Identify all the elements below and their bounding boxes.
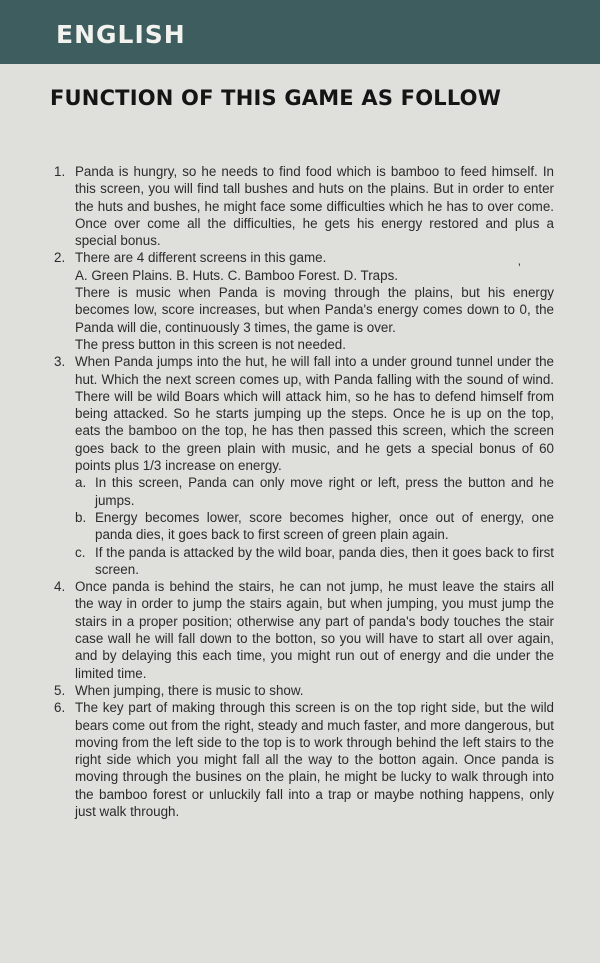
item-paragraph: A. Green Plains. B. Huts. C. Bamboo Forest. D. Traps. <box>75 267 398 283</box>
item-paragraph: The press button in this screen is not needed. <box>75 336 346 352</box>
sub-item <box>75 509 554 544</box>
ink-mark: ’ <box>518 261 521 275</box>
sub-item <box>75 474 554 509</box>
sub-item-letter: a. <box>75 475 87 491</box>
item-content <box>75 578 554 682</box>
item-number: 1. <box>54 164 66 179</box>
sub-list <box>75 474 554 578</box>
list-item <box>54 578 554 682</box>
sub-item-letter: b. <box>75 509 87 525</box>
item-content <box>75 353 554 578</box>
list-item <box>54 249 554 353</box>
item-number: 4. <box>54 579 66 595</box>
language-label: ENGLISH <box>56 20 186 49</box>
page-title: FUNCTION OF THIS GAME AS FOLLOW <box>50 86 502 110</box>
item-content <box>75 249 554 353</box>
header-band <box>0 0 600 64</box>
item-paragraph: There are 4 different screens in this game. <box>75 250 327 266</box>
item-paragraph: Panda is hungry, so he needs to find food which is bamboo to feed himself. In this screen, you will find tall bushes and huts on the plains. But in order to enter the huts and bushes, he might face some difficulties which he has to over come. Once over come all the difficulties, he gets his energy restored and plus a special bonus. <box>75 164 554 249</box>
item-paragraph: There is music when Panda is moving through the plains, but his energy becomes low, score increases, but when Panda's energy comes down to 0, the Panda will die, continuously 3 times, the game is over. <box>75 285 554 335</box>
item-paragraph: The key part of making through this screen is on the top right side, but the wild bears come out from the right, steady and much faster, and more dangerous, but moving from the left side to the top is to work through behind the left stairs to the right side which you might fall all the way to the botton again. Once panda is moving through the busines on the plain, he might be lucky to walk through into the bamboo forest or unluckily fall into a trap or maybe nothing happens, only just walk through. <box>75 700 554 819</box>
item-paragraph: When jumping, there is music to show. <box>75 682 304 698</box>
list-item <box>54 163 554 249</box>
item-number: 6. <box>54 700 66 716</box>
sub-item <box>75 544 554 579</box>
item-paragraph: Once panda is behind the stairs, he can not jump, he must leave the stairs all the way in order to jump the stairs again, but when jumping, you must jump the stairs in a proper position; otherwise any part of panda's body touches the stair case wall he will fall down to the botton, so you will have to start all over again, and by delaying this each time, you might run out of energy and die under the limited time. <box>75 579 554 681</box>
list-item <box>54 682 554 699</box>
sub-item-text: Energy becomes lower, score becomes higher, once out of energy, one panda dies, it goes back to first screen of green plain again. <box>95 509 554 543</box>
item-number: 5. <box>54 682 66 698</box>
item-number: 2. <box>54 250 66 266</box>
sub-item-letter: c. <box>75 544 86 560</box>
item-paragraph: When Panda jumps into the hut, he will fall into a under ground tunnel under the hut. Which the next screen comes up, with Panda falling with the sound of wind. There will be wild Boars which will attack him, so he has to defend himself from being attacked. So he starts jumping up the steps. Once he is up on the top, eats the bamboo on the top, he has then passed this screen, which the screen goes back to the green plain with music, and he gets a special bonus of 60 points plus 1/3 increase on energy. <box>75 354 554 474</box>
item-number: 3. <box>54 354 66 370</box>
list-item <box>54 353 554 578</box>
list-item <box>54 699 554 820</box>
sub-item-text: In this screen, Panda can only move right or left, press the button and he jumps. <box>95 475 554 508</box>
item-content <box>75 682 554 699</box>
item-content <box>75 699 554 820</box>
sub-item-text: If the panda is attacked by the wild boar, panda dies, then it goes back to first screen. <box>95 544 554 577</box>
item-content <box>75 163 554 249</box>
instruction-list <box>54 163 554 820</box>
